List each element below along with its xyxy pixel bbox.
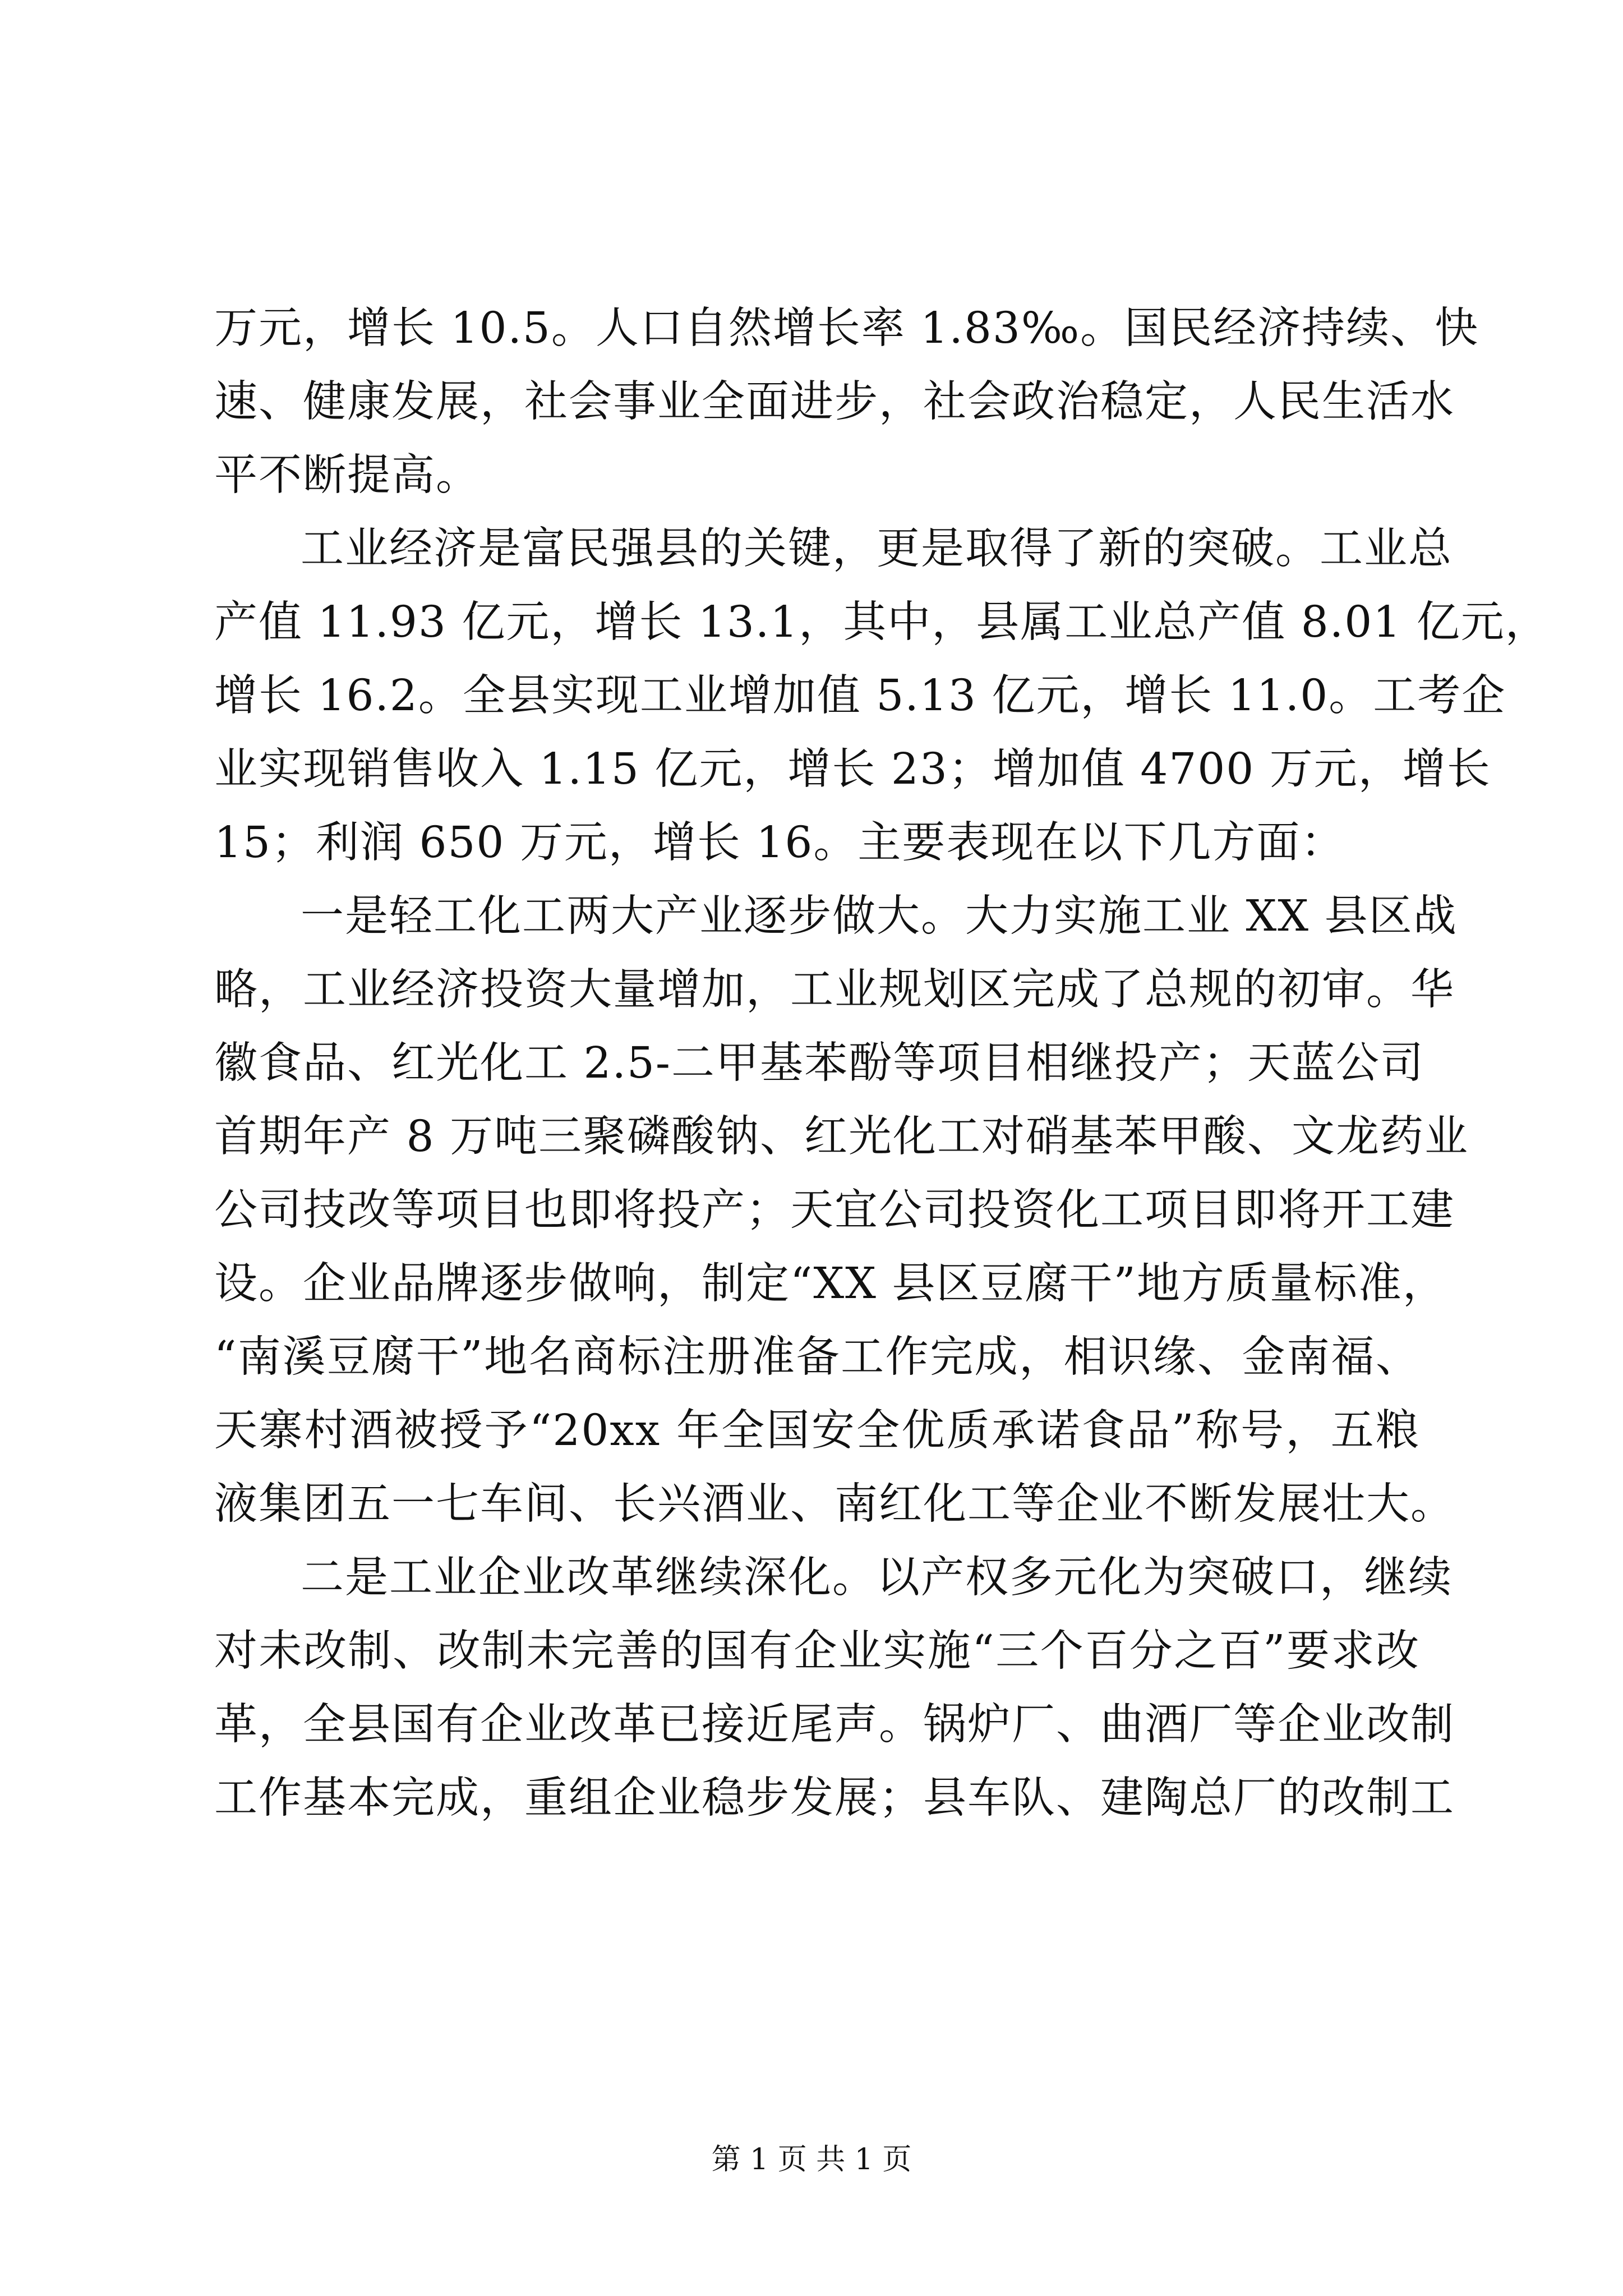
text-line: 产值 11.93 亿元，增长 13.1，其中，县属工业总产值 8.01 亿元， [214, 597, 1550, 647]
document-body [214, 292, 1550, 1835]
text-line: 万元，增长 10.5。人口自然增长率 1.83‰。国民经济持续、快 [214, 303, 1479, 353]
text-line: 徽食品、红光化工 2.5-二甲基苯酚等项目相继投产；天蓝公司 [214, 1038, 1424, 1088]
paragraph-first-line: 二是工业企业改革继续深化。以产权多元化为突破口，继续 [301, 1553, 1453, 1603]
paragraph-first-line: 工业经济是富民强县的关键，更是取得了新的突破。工业总 [301, 524, 1453, 574]
text-line: 增长 16.2。全县实现工业增加值 5.13 亿元，增长 11.0。工考企 [214, 671, 1506, 721]
text-line: 速、健康发展，社会事业全面进步，社会政治稳定，人民生活水 [214, 377, 1455, 427]
text-line: 对未改制、改制未完善的国有企业实施“三个百分之百”要求改 [214, 1626, 1420, 1676]
text-line: 工作基本完成，重组企业稳步发展；县车队、建陶总厂的改制工 [214, 1773, 1455, 1823]
text-line: 略，工业经济投资大量增加，工业规划区完成了总规的初审。华 [214, 965, 1455, 1015]
text-line: 革，全县国有企业改革已接近尾声。锅炉厂、曲酒厂等企业改制 [214, 1700, 1455, 1750]
page-footer: 第 1 页 共 1 页 [711, 2143, 912, 2177]
text-line: 业实现销售收入 1.15 亿元，增长 23；增加值 4700 万元，增长 [214, 744, 1491, 794]
text-line: 公司技改等项目也即将投产；天宜公司投资化工项目即将开工建 [214, 1185, 1455, 1235]
text-line: 15；利润 650 万元，增长 16。主要表现在以下几方面： [214, 818, 1345, 868]
text-line: 平不断提高。 [214, 450, 480, 500]
text-line: 首期年产 8 万吨三聚磷酸钠、红光化工对硝基苯甲酸、文龙药业 [214, 1112, 1469, 1162]
paragraph-first-line: 一是轻工化工两大产业逐步做大。大力实施工业 XX 县区战 [301, 891, 1458, 941]
text-line: 液集团五一七车间、长兴酒业、南红化工等企业不断发展壮大。 [214, 1479, 1455, 1529]
text-line: “南溪豆腐干”地名商标注册准备工作完成，相识缘、金南福、 [214, 1332, 1420, 1382]
text-line: 设。企业品牌逐步做响，制定“XX 县区豆腐干”地方质量标准， [214, 1259, 1447, 1309]
text-line: 天寨村酒被授予“20xx 年全国安全优质承诺食品”称号，五粮 [214, 1406, 1420, 1456]
